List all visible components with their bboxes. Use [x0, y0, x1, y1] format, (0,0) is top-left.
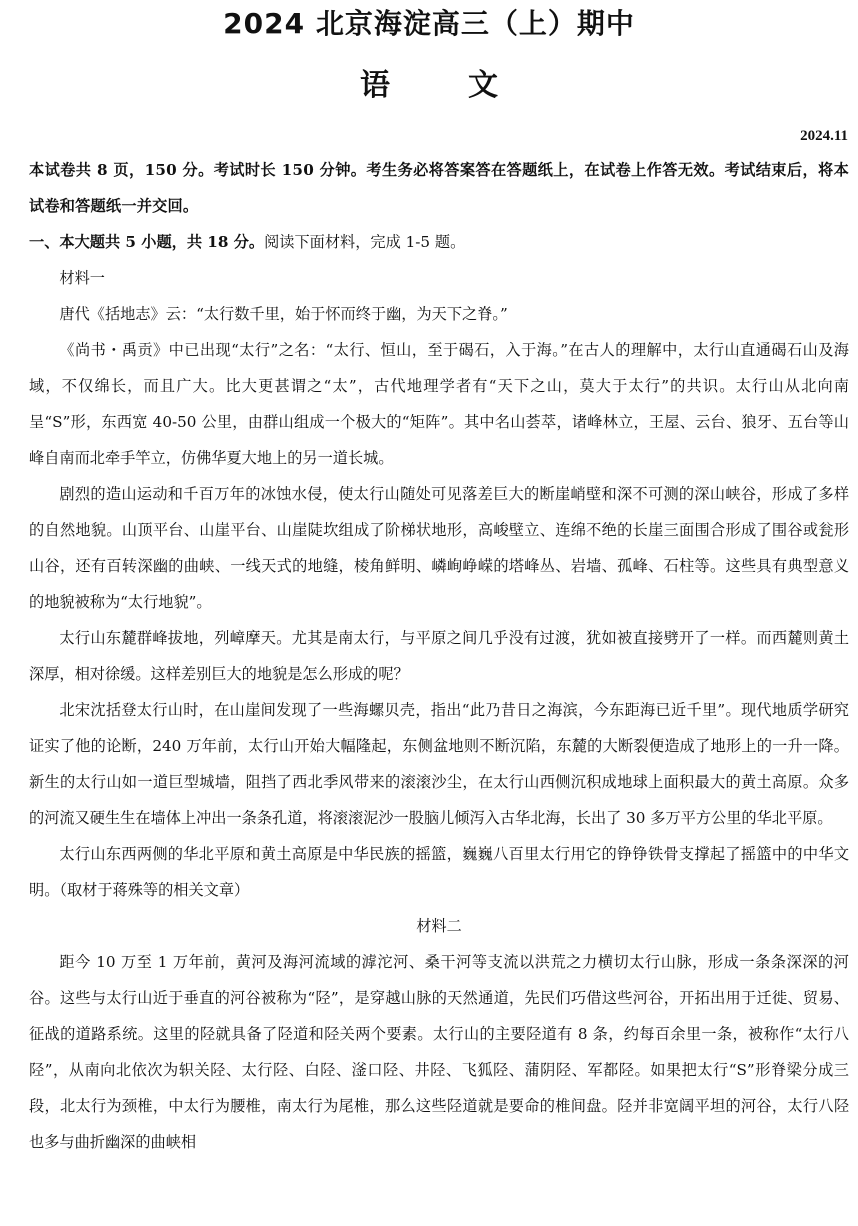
exam-date: 2024.11	[800, 128, 848, 144]
section-one-heading	[29, 224, 849, 260]
subject-title: 语文	[360, 68, 576, 103]
material-one-label: 材料一	[59, 269, 105, 287]
exam-notice: 本试卷共 8 页，150 分。考试时长 150 分钟。考生务必将答案答在答题纸上，在试卷上作答无效。考试结束后，将本试卷和答题纸一并交回。	[29, 161, 849, 215]
material-two-paragraph: 距今 10 万至 1 万年前，黄河及海河流域的滹沱河、桑干河等支流以洪荒之力横切太行山脉，形成一条条深深的河谷。这些与太行山近于垂直的河谷被称为“陉”，是穿越山脉的天然通道，先民们巧借这些河谷，开拓出用于迁徙、贸易、征战的道路系统。这里的陉就具备了陉道和陉关两个要素。太行山的主要陉道有 8 条，约每百余里一条，被称作“太行八陉”，从南向北依次为轵关陉、太行陉、白陉、滏口陉、井陉、飞狐陉、蒲阴陉、军都陉。如果把太行“S”形脊梁分成三段，北太行为颈椎，中太行为腰椎，南太行为尾椎，那么这些陉道就是要命的椎间盘。陉并非宽阔平坦的河谷，太行八陉也多与曲折幽深的曲峡相	[29, 953, 849, 1151]
section-one-heading-rest: 阅读下面材料，完成 1-5 题。	[264, 233, 466, 251]
material-one-paragraph: 《尚书・禹贡》中已出现“太行”之名：“太行、恒山，至于碣石，入于海。”在古人的理解中，太行山直通碣石山及海域，不仅绵长，而且广大。比大更甚谓之“太”，古代地理学者有“天下之山，莫大于太行”的共识。太行山从北向南呈“S”形，东西宽 40-50 公里，由群山组成一个极大的“矩阵”。其中名山荟萃，诸峰林立，王屋、云台、狼牙、五台等山峰自南而北牵手竿立，仿佛华夏大地上的另一道长城。	[29, 341, 849, 467]
material-one-paragraph: 太行山东西两侧的华北平原和黄土高原是中华民族的摇篮，巍巍八百里太行用它的铮铮铁骨支撑起了摇篮中的中华文明。（取材于蒋殊等的相关文章）	[29, 845, 849, 899]
exam-body	[29, 152, 849, 1160]
material-one-paragraph: 北宋沈括登太行山时，在山崖间发现了一些海螺贝壳，指出“此乃昔日之海滨，今东距海已近千里”。现代地质学研究证实了他的论断，240 万年前，太行山开始大幅隆起，东侧盆地则不断沉陷，东麓的大断裂便造成了地形上的一升一降。新生的太行山如一道巨型城墙，阻挡了西北季风带来的滚滚沙尘，在太行山西侧沉积成地球上面积最大的黄土高原。众多的河流又硬生生在墙体上冲出一条条孔道，将滚滚泥沙一股脑儿倾泻入古华北海，长出了 30 多万平方公里的华北平原。	[29, 701, 849, 827]
material-one-paragraph: 太行山东麓群峰拔地，列嶂摩天。尤其是南太行，与平原之间几乎没有过渡，犹如被直接劈开了一样。而西麓则黄土深厚，相对徐缓。这样差别巨大的地貌是怎么形成的呢？	[29, 629, 849, 683]
material-one-paragraph: 剧烈的造山运动和千百万年的冰蚀水侵，使太行山随处可见落差巨大的断崖峭壁和深不可测的深山峡谷，形成了多样的自然地貌。山顶平台、山崖平台、山崖陡坎组成了阶梯状地形，高峻壁立、连绵不绝的长崖三面围合形成了围谷或瓮形山谷，还有百转深幽的曲峡、一线天式的地缝，棱角鲜明、嶙峋峥嵘的塔峰丛、岩墙、孤峰、石柱等。这些具有典型意义的地貌被称为“太行地貌”。	[29, 485, 849, 611]
material-one-paragraph: 唐代《括地志》云：“太行数千里，始于怀而终于幽，为天下之脊。”	[59, 305, 508, 323]
material-two-label: 材料二	[416, 917, 462, 935]
exam-title: 2024 北京海淀高三（上）期中	[223, 7, 635, 40]
section-one-heading-bold: 一、本大题共 5 小题，共 18 分。	[29, 233, 265, 251]
